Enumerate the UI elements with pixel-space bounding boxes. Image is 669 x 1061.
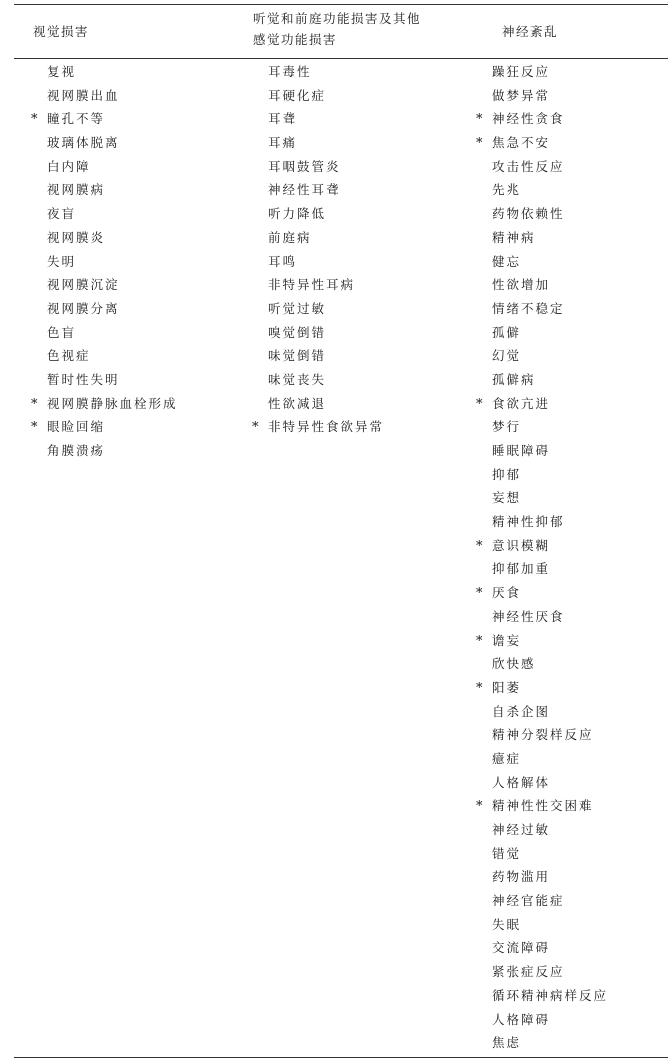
list-item-label: 失眠 (492, 916, 522, 932)
list-item (28, 155, 178, 179)
list-item (28, 60, 178, 84)
list-item-label: 视网膜沉淀 (47, 277, 120, 293)
asterisk-marker: * (31, 396, 38, 412)
list-item (473, 1008, 608, 1032)
list-item (28, 368, 178, 392)
list-item-label: 非特异性耳病 (268, 277, 356, 293)
list-item (473, 344, 608, 368)
list-item (473, 297, 608, 321)
list-item (28, 202, 178, 226)
list-item-label: 视网膜炎 (47, 229, 106, 245)
list-item (473, 155, 608, 179)
list-item-label: 梦行 (492, 419, 522, 435)
list-item-label: 先兆 (492, 182, 522, 198)
header-line: 感觉功能损害 (253, 32, 338, 47)
list-item-label: 焦虑 (492, 1035, 522, 1051)
asterisk-marker: * (476, 586, 483, 602)
list-item-label: 神经性贪食 (492, 111, 565, 127)
list-item-label: 妄想 (492, 490, 522, 506)
list-item-label: 味觉倒错 (268, 348, 327, 364)
list-item-label: 食欲亢进 (492, 395, 551, 411)
list-item (28, 321, 178, 345)
list-item (28, 107, 178, 131)
list-item (28, 131, 178, 155)
list-item-label: 孤僻病 (492, 371, 536, 387)
list-item-label: 神经性耳聋 (268, 182, 341, 198)
list-item-label: 精神性性交困难 (492, 798, 594, 814)
list-item-label: 耳硬化症 (268, 87, 327, 103)
asterisk-marker: * (476, 136, 483, 152)
list-item (28, 415, 178, 439)
list-item (249, 250, 384, 274)
list-item (473, 936, 608, 960)
list-item-label: 幻觉 (492, 348, 522, 364)
list-item (249, 131, 384, 155)
list-item (473, 889, 608, 913)
list-item-label: 嗅觉倒错 (268, 324, 327, 340)
asterisk-marker: * (476, 680, 483, 696)
header-visual-impairment (33, 21, 89, 42)
list-item (473, 107, 608, 131)
list-item (473, 226, 608, 250)
list-item-label: 色盲 (47, 324, 77, 340)
list-item-label: 前庭病 (268, 229, 312, 245)
list-item (249, 60, 384, 84)
list-item-label: 暂时性失明 (47, 371, 120, 387)
list-item (473, 605, 608, 629)
list-item-label: 视网膜病 (47, 182, 106, 198)
list-item-label: 精神性抑郁 (492, 514, 565, 530)
column-hearing-vestibular-impairment (249, 60, 384, 439)
table-bottom-rule (14, 1057, 668, 1058)
list-item-label: 视网膜静脉血栓形成 (47, 395, 178, 411)
list-item-label: 神经性厌食 (492, 608, 565, 624)
list-item (473, 581, 608, 605)
list-item (249, 392, 384, 416)
list-item (249, 273, 384, 297)
list-item-label: 错觉 (492, 845, 522, 861)
list-item (28, 250, 178, 274)
column-visual-impairment (28, 60, 178, 463)
list-item-label: 听觉过敏 (268, 300, 327, 316)
list-item-label: 非特异性食欲异常 (268, 419, 385, 435)
list-item-label: 视网膜出血 (47, 87, 120, 103)
column-neurological-disorders (473, 60, 608, 1055)
asterisk-marker: * (476, 112, 483, 128)
list-item (249, 344, 384, 368)
table-header-rule (14, 58, 668, 59)
list-item-label: 循环精神病样反应 (492, 987, 609, 1003)
list-item-label: 人格解体 (492, 774, 551, 790)
list-item (473, 913, 608, 937)
asterisk-marker: * (252, 420, 259, 436)
list-item-label: 躁狂反应 (492, 64, 551, 79)
list-item (473, 178, 608, 202)
list-item (473, 84, 608, 108)
list-item (473, 676, 608, 700)
list-item (249, 202, 384, 226)
list-item-label: 焦急不安 (492, 135, 551, 151)
list-item (473, 273, 608, 297)
list-item-label: 耳聋 (268, 111, 298, 127)
list-item-label: 色视症 (47, 348, 91, 364)
list-item (473, 818, 608, 842)
list-item-label: 角膜溃疡 (47, 443, 106, 458)
list-item-label: 眼睑回缩 (47, 419, 106, 435)
list-item (473, 960, 608, 984)
list-item-label: 复视 (47, 64, 77, 79)
list-item-label: 瞳孔不等 (47, 111, 106, 127)
list-item-label: 性欲减退 (268, 395, 327, 411)
list-item-label: 夜盲 (47, 206, 77, 222)
list-item-label: 睡眠障碍 (492, 443, 551, 458)
list-item-label: 健忘 (492, 253, 522, 269)
list-item-label: 玻璃体脱离 (47, 135, 120, 151)
list-item (249, 226, 384, 250)
list-item (473, 842, 608, 866)
list-item-label: 神经过敏 (492, 822, 551, 837)
list-item-label: 抑郁加重 (492, 561, 551, 577)
asterisk-marker: * (31, 112, 38, 128)
list-item (473, 771, 608, 795)
list-item (473, 652, 608, 676)
list-item (473, 463, 608, 487)
list-item-label: 白内障 (47, 158, 91, 174)
table-top-rule (14, 4, 668, 5)
list-item (249, 155, 384, 179)
list-item (473, 984, 608, 1008)
list-item (473, 392, 608, 416)
list-item (473, 510, 608, 534)
list-item (473, 202, 608, 226)
list-item-label: 耳咽鼓管炎 (268, 158, 341, 174)
list-item (249, 415, 384, 439)
list-item-label: 癔症 (492, 750, 522, 766)
list-item (473, 747, 608, 771)
list-item-label: 孤僻 (492, 324, 522, 340)
list-item (249, 368, 384, 392)
list-item (473, 60, 608, 84)
list-item (28, 297, 178, 321)
list-item-label: 阳萎 (492, 679, 522, 695)
list-item (473, 1031, 608, 1055)
list-item-label: 听力降低 (268, 206, 327, 222)
list-item-label: 自杀企图 (492, 703, 551, 719)
header-line: 视觉损害 (33, 24, 90, 39)
list-item-label: 做梦异常 (492, 87, 551, 103)
list-item-label: 意识模糊 (492, 537, 551, 553)
list-item-label: 精神病 (492, 229, 536, 245)
list-item (473, 131, 608, 155)
list-item (28, 344, 178, 368)
list-item-label: 攻击性反应 (492, 158, 565, 174)
list-item (28, 392, 178, 416)
list-item-label: 药物依赖性 (492, 206, 565, 222)
header-line: 神经紊乱 (502, 24, 559, 39)
list-item-label: 情绪不稳定 (492, 300, 565, 316)
list-item (473, 534, 608, 558)
list-item-label: 抑郁 (492, 466, 522, 482)
list-item (473, 321, 608, 345)
list-item (249, 107, 384, 131)
list-item (473, 557, 608, 581)
asterisk-marker: * (476, 396, 483, 412)
list-item-label: 谵妄 (492, 632, 522, 648)
list-item (473, 723, 608, 747)
list-item-label: 味觉丧失 (268, 371, 327, 387)
list-item (28, 178, 178, 202)
asterisk-marker: * (476, 538, 483, 554)
list-item-label: 性欲增加 (492, 277, 551, 293)
list-item (473, 700, 608, 724)
header-hearing-vestibular-impairment (253, 8, 421, 50)
header-neurological-disorders (502, 21, 558, 42)
list-item (249, 84, 384, 108)
list-item (28, 84, 178, 108)
list-item (473, 250, 608, 274)
list-item (28, 273, 178, 297)
list-item (28, 226, 178, 250)
list-item-label: 厌食 (492, 585, 522, 601)
list-item (249, 321, 384, 345)
list-item-label: 精神分裂样反应 (492, 727, 594, 743)
list-item (473, 439, 608, 463)
list-item-label: 交流障碍 (492, 940, 551, 956)
list-item-label: 人格障碍 (492, 1011, 551, 1027)
list-item-label: 欣快感 (492, 656, 536, 672)
asterisk-marker: * (476, 799, 483, 815)
list-item-label: 视网膜分离 (47, 300, 120, 316)
list-item-label: 神经官能症 (492, 893, 565, 909)
list-item-label: 耳毒性 (268, 64, 312, 79)
list-item-label: 紧张症反应 (492, 964, 565, 980)
list-item-label: 耳鸣 (268, 253, 298, 269)
asterisk-marker: * (31, 420, 38, 436)
list-item (473, 865, 608, 889)
list-item (473, 629, 608, 653)
list-item (473, 368, 608, 392)
list-item (28, 439, 178, 463)
list-item-label: 失明 (47, 253, 77, 269)
header-line: 听觉和前庭功能损害及其他 (253, 11, 422, 26)
list-item (249, 178, 384, 202)
list-item (473, 415, 608, 439)
list-item-label: 耳痛 (268, 135, 298, 151)
list-item (249, 297, 384, 321)
list-item-label: 药物滥用 (492, 869, 551, 885)
list-item (473, 486, 608, 510)
asterisk-marker: * (476, 633, 483, 649)
list-item (473, 794, 608, 818)
